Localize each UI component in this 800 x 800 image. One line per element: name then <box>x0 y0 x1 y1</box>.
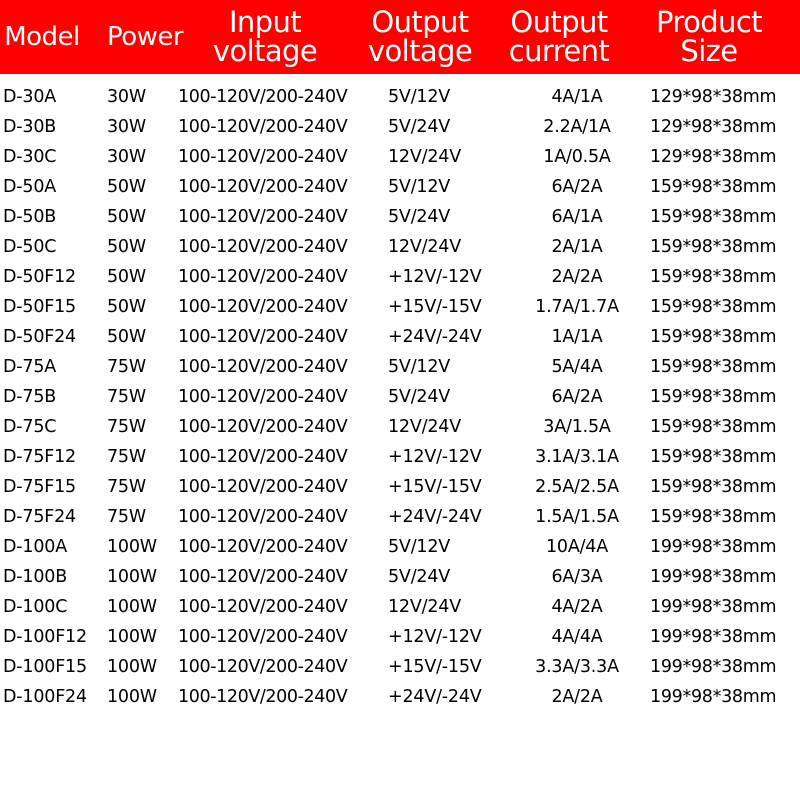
product-size-cell: 129*98*38mm <box>650 87 777 107</box>
power-cell: 75W <box>107 357 146 377</box>
model-cell: D-30C <box>3 147 57 167</box>
output-voltage-cell: +12V/-12V <box>388 627 482 647</box>
table-row <box>0 442 800 472</box>
input-voltage-cell: 100-120V/200-240V <box>178 567 348 587</box>
input-voltage-cell: 100-120V/200-240V <box>178 657 348 677</box>
header-product-size <box>646 0 772 74</box>
model-cell: D-75B <box>3 387 57 407</box>
output-voltage-cell: +12V/-12V <box>388 447 482 467</box>
output-voltage-cell: +12V/-12V <box>388 267 482 287</box>
product-size-cell: 129*98*38mm <box>650 117 777 137</box>
table-body <box>0 82 800 712</box>
power-cell: 30W <box>107 147 146 167</box>
power-cell: 50W <box>107 267 146 287</box>
output-voltage-cell: 5V/12V <box>388 87 451 107</box>
table-header <box>0 0 800 74</box>
power-cell: 75W <box>107 417 146 437</box>
output-current-cell: 6A/2A <box>551 387 603 407</box>
power-cell: 100W <box>107 567 157 587</box>
output-voltage-cell: +15V/-15V <box>388 657 482 677</box>
header-power <box>100 0 190 74</box>
output-voltage-cell: 12V/24V <box>388 417 461 437</box>
power-cell: 30W <box>107 87 146 107</box>
output-voltage-cell: 12V/24V <box>388 597 461 617</box>
table-row <box>0 262 800 292</box>
header-output-current-line1: Output <box>510 5 608 39</box>
output-voltage-cell: 12V/24V <box>388 237 461 257</box>
product-size-cell: 159*98*38mm <box>650 207 777 227</box>
output-current-cell: 1.5A/1.5A <box>535 507 619 527</box>
table-row <box>0 142 800 172</box>
table-row <box>0 532 800 562</box>
header-model <box>0 0 84 74</box>
model-cell: D-50F24 <box>3 327 76 347</box>
header-output-voltage-line1: Output <box>371 5 469 39</box>
power-cell: 100W <box>107 597 157 617</box>
table-row <box>0 682 800 712</box>
input-voltage-cell: 100-120V/200-240V <box>178 297 348 317</box>
product-size-cell: 159*98*38mm <box>650 297 777 317</box>
output-voltage-cell: 5V/24V <box>388 567 451 587</box>
power-cell: 50W <box>107 237 146 257</box>
header-model-label: Model <box>4 22 80 52</box>
output-voltage-cell: 12V/24V <box>388 147 461 167</box>
table-row <box>0 502 800 532</box>
table-row <box>0 592 800 622</box>
model-cell: D-75A <box>3 357 57 377</box>
model-cell: D-100F15 <box>3 657 87 677</box>
output-voltage-cell: +24V/-24V <box>388 327 482 347</box>
power-cell: 100W <box>107 627 157 647</box>
table-row <box>0 412 800 442</box>
input-voltage-cell: 100-120V/200-240V <box>178 507 348 527</box>
input-voltage-cell: 100-120V/200-240V <box>178 417 348 437</box>
product-size-cell: 159*98*38mm <box>650 447 777 467</box>
output-voltage-cell: 5V/24V <box>388 207 451 227</box>
table-row <box>0 82 800 112</box>
product-size-cell: 159*98*38mm <box>650 177 777 197</box>
header-input-voltage-line1: Input <box>228 5 302 39</box>
model-cell: D-100A <box>3 537 67 557</box>
product-size-cell: 199*98*38mm <box>650 567 777 587</box>
product-size-cell: 129*98*38mm <box>650 147 777 167</box>
table-row <box>0 352 800 382</box>
header-input-voltage-line2: voltage <box>212 34 318 68</box>
output-voltage-cell: 5V/24V <box>388 117 451 137</box>
power-cell: 50W <box>107 207 146 227</box>
output-voltage-cell: +15V/-15V <box>388 297 482 317</box>
input-voltage-cell: 100-120V/200-240V <box>178 387 348 407</box>
output-voltage-cell: 5V/12V <box>388 537 451 557</box>
output-current-cell: 1.7A/1.7A <box>535 297 619 317</box>
output-current-cell: 3.1A/3.1A <box>535 447 619 467</box>
power-cell: 100W <box>107 687 157 707</box>
output-current-cell: 2A/2A <box>551 687 603 707</box>
output-voltage-cell: 5V/12V <box>388 357 451 377</box>
input-voltage-cell: 100-120V/200-240V <box>178 447 348 467</box>
model-cell: D-50F12 <box>3 267 76 287</box>
output-current-cell: 4A/2A <box>551 597 603 617</box>
input-voltage-cell: 100-120V/200-240V <box>178 357 348 377</box>
power-cell: 75W <box>107 447 146 467</box>
table-row <box>0 472 800 502</box>
output-current-cell: 6A/3A <box>551 567 603 587</box>
header-output-current-line2: current <box>508 34 610 68</box>
product-size-cell: 159*98*38mm <box>650 507 777 527</box>
product-size-cell: 159*98*38mm <box>650 237 777 257</box>
power-cell: 75W <box>107 477 146 497</box>
output-current-cell: 1A/0.5A <box>543 147 611 167</box>
input-voltage-cell: 100-120V/200-240V <box>178 147 348 167</box>
power-cell: 100W <box>107 537 157 557</box>
table-row <box>0 322 800 352</box>
output-current-cell: 3A/1.5A <box>543 417 611 437</box>
input-voltage-cell: 100-120V/200-240V <box>178 687 348 707</box>
input-voltage-cell: 100-120V/200-240V <box>178 477 348 497</box>
model-cell: D-75C <box>3 417 57 437</box>
output-current-cell: 2.5A/2.5A <box>535 477 619 497</box>
header-product-size-line2: Size <box>680 34 738 68</box>
power-cell: 100W <box>107 657 157 677</box>
input-voltage-cell: 100-120V/200-240V <box>178 597 348 617</box>
power-cell: 75W <box>107 507 146 527</box>
model-cell: D-100F12 <box>3 627 87 647</box>
header-power-label: Power <box>106 22 184 52</box>
table-row <box>0 382 800 412</box>
table-row <box>0 172 800 202</box>
input-voltage-cell: 100-120V/200-240V <box>178 87 348 107</box>
table-row <box>0 622 800 652</box>
model-cell: D-50A <box>3 177 57 197</box>
power-cell: 75W <box>107 387 146 407</box>
header-input-voltage <box>210 0 320 74</box>
output-current-cell: 1A/1A <box>551 327 603 347</box>
product-size-cell: 159*98*38mm <box>650 387 777 407</box>
product-size-cell: 199*98*38mm <box>650 687 777 707</box>
header-output-voltage-line2: voltage <box>367 34 473 68</box>
table-row <box>0 562 800 592</box>
model-cell: D-75F12 <box>3 447 76 467</box>
output-current-cell: 3.3A/3.3A <box>535 657 619 677</box>
product-size-cell: 159*98*38mm <box>650 357 777 377</box>
input-voltage-cell: 100-120V/200-240V <box>178 537 348 557</box>
product-size-cell: 159*98*38mm <box>650 417 777 437</box>
input-voltage-cell: 100-120V/200-240V <box>178 207 348 227</box>
output-current-cell: 10A/4A <box>545 537 609 557</box>
power-cell: 50W <box>107 297 146 317</box>
model-cell: D-100F24 <box>3 687 87 707</box>
power-cell: 50W <box>107 177 146 197</box>
header-output-voltage <box>362 0 478 74</box>
product-size-cell: 199*98*38mm <box>650 597 777 617</box>
product-size-cell: 199*98*38mm <box>650 657 777 677</box>
model-cell: D-50C <box>3 237 57 257</box>
output-current-cell: 2A/2A <box>551 267 603 287</box>
input-voltage-cell: 100-120V/200-240V <box>178 177 348 197</box>
input-voltage-cell: 100-120V/200-240V <box>178 117 348 137</box>
table-row <box>0 202 800 232</box>
model-cell: D-50B <box>3 207 57 227</box>
table-row <box>0 652 800 682</box>
output-current-cell: 6A/2A <box>551 177 603 197</box>
output-voltage-cell: 5V/24V <box>388 387 451 407</box>
output-current-cell: 4A/4A <box>551 627 603 647</box>
table-row <box>0 232 800 262</box>
model-cell: D-30A <box>3 87 57 107</box>
output-voltage-cell: 5V/12V <box>388 177 451 197</box>
model-cell: D-30B <box>3 117 57 137</box>
header-output-current <box>503 0 615 74</box>
output-current-cell: 6A/1A <box>551 207 603 227</box>
input-voltage-cell: 100-120V/200-240V <box>178 327 348 347</box>
model-cell: D-100B <box>3 567 67 587</box>
model-cell: D-100C <box>3 597 68 617</box>
model-cell: D-75F15 <box>3 477 76 497</box>
model-cell: D-75F24 <box>3 507 76 527</box>
power-cell: 50W <box>107 327 146 347</box>
header-product-size-line1: Product <box>656 5 762 39</box>
model-cell: D-50F15 <box>3 297 76 317</box>
product-size-cell: 159*98*38mm <box>650 327 777 347</box>
table-row <box>0 112 800 142</box>
product-size-cell: 199*98*38mm <box>650 627 777 647</box>
output-current-cell: 5A/4A <box>551 357 603 377</box>
output-current-cell: 2.2A/1A <box>543 117 611 137</box>
table-row <box>0 292 800 322</box>
output-current-cell: 2A/1A <box>551 237 603 257</box>
input-voltage-cell: 100-120V/200-240V <box>178 627 348 647</box>
output-current-cell: 4A/1A <box>551 87 603 107</box>
output-voltage-cell: +24V/-24V <box>388 687 482 707</box>
input-voltage-cell: 100-120V/200-240V <box>178 237 348 257</box>
power-cell: 30W <box>107 117 146 137</box>
output-voltage-cell: +24V/-24V <box>388 507 482 527</box>
input-voltage-cell: 100-120V/200-240V <box>178 267 348 287</box>
product-size-cell: 159*98*38mm <box>650 267 777 287</box>
output-voltage-cell: +15V/-15V <box>388 477 482 497</box>
product-size-cell: 199*98*38mm <box>650 537 777 557</box>
product-size-cell: 159*98*38mm <box>650 477 777 497</box>
